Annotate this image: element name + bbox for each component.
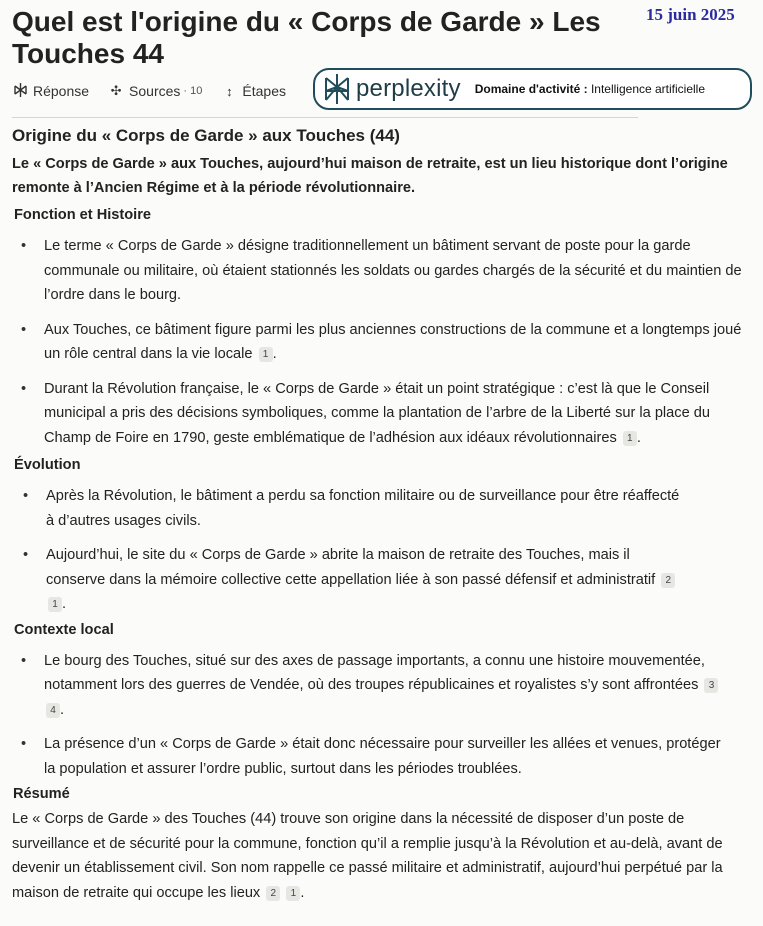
- perplexity-banner: [313, 68, 752, 110]
- list-item: [44, 649, 734, 723]
- tab-etapes-label: Étapes: [242, 83, 286, 99]
- section-heading-evolution: Évolution: [14, 457, 81, 473]
- summary-end: .: [300, 884, 305, 901]
- list-item: [44, 732, 734, 781]
- list-item: [46, 484, 686, 533]
- sources-icon: ✣: [110, 83, 122, 98]
- list-item-text: Durant la Révolution française, le « Corps de Garde » était un point stratégique : c’est là que le Conseil municipal a pris des décisions symboliques, comme la plantation de l’arbre de la Liberté sur la place du Champ de Foire en 1790, geste emblématique de l’adhésion aux idéaux révolutionnaires: [44, 380, 710, 446]
- perplexity-logo-icon: [324, 73, 350, 105]
- list-item-text: Aujourd’hui, le site du « Corps de Garde » abrite la maison de retraite des Touches, mais il conserve dans la mémoire collective cette appellation liée à son passé défensif et administratif: [46, 547, 656, 588]
- list-item: [46, 543, 686, 617]
- citation-badge[interactable]: 1: [259, 347, 273, 362]
- perplexity-icon: [13, 83, 27, 100]
- tabs-divider: [12, 117, 638, 118]
- section-heading-resume: Résumé: [13, 786, 70, 802]
- answer-heading: Origine du « Corps de Garde » aux Touches (44): [12, 126, 400, 145]
- citation-badge[interactable]: 2: [266, 886, 280, 901]
- list-item-end: .: [272, 346, 277, 362]
- tab-etapes[interactable]: [222, 83, 286, 99]
- perplexity-logo: [324, 73, 461, 105]
- sources-count-value: 10: [190, 85, 203, 97]
- tab-sources[interactable]: [109, 83, 202, 99]
- list-fonction: [44, 234, 744, 450]
- citation-badge[interactable]: 1: [48, 597, 62, 612]
- list-item-text: Le bourg des Touches, situé sur des axes de passage importants, a connu une histoire mouvementée, notamment lors des guerres de Vendée, où des troupes républicaines et royalistes s’y sont affrontées: [44, 652, 705, 693]
- domain-text: [475, 82, 705, 96]
- domain-label: Domaine d'activité :: [474, 82, 588, 96]
- citation-badge[interactable]: 2: [661, 573, 675, 588]
- answer-content: [12, 126, 752, 905]
- section-heading-fonction: Fonction et Histoire: [14, 207, 152, 223]
- list-item-end: .: [636, 429, 641, 446]
- list-item-end: .: [62, 596, 67, 612]
- list-item: [44, 377, 744, 451]
- perplexity-wordmark: perplexity: [356, 75, 461, 102]
- date-label: 15 juin 2025: [646, 5, 735, 24]
- section-heading-contexte: Contexte local: [14, 621, 114, 638]
- citation-badge[interactable]: 3: [704, 678, 718, 693]
- list-item-text: Après la Révolution, le bâtiment a perdu sa fonction militaire ou de surveillance pour être réaffecté à d’autres usages civils.: [46, 488, 680, 529]
- list-item-end: .: [60, 701, 65, 718]
- answer-tabs: [13, 80, 306, 102]
- list-item-text: La présence d’un « Corps de Garde » était donc nécessaire pour surveiller les allées et venues, protéger la population et assurer l’ordre public, surtout dans les périodes troublées.: [44, 736, 721, 777]
- tab-sources-label: Sources: [129, 83, 181, 99]
- page-title: Quel est l'origine du « Corps de Garde » Les Touches 44: [12, 6, 601, 69]
- citation-badge[interactable]: 1: [623, 431, 637, 446]
- steps-icon: ↕: [226, 83, 233, 99]
- tab-reponse[interactable]: [13, 83, 89, 100]
- citation-badge[interactable]: 4: [46, 703, 60, 718]
- list-evolution: [46, 484, 686, 617]
- list-item-text: Le terme « Corps de Garde » désigne traditionnellement un bâtiment servant de poste pour la garde communale ou militaire, où étaient stationnés les soldats ou gardes chargés de la sécurité et du maintien de l’ordre dans le bourg.: [44, 238, 742, 303]
- tab-reponse-label: Réponse: [33, 83, 90, 99]
- summary-paragraph: [12, 807, 750, 905]
- domain-value: Intelligence artificielle: [590, 82, 706, 96]
- summary-text: Le « Corps de Garde » des Touches (44) trouve son origine dans la nécessité de disposer d’un poste de surveillance et de sécurité pour la commune, fonction qu’il a remplie jusqu’à la Révolution et au-delà, avant de devenir un établissement civil. Son nom rappelle ce passé militaire et administratif, aujourd’hui perpétué par la maison de retraite qui occupe les lieux: [12, 811, 723, 901]
- answer-intro: Le « Corps de Garde » aux Touches, aujourd’hui maison de retraite, est un lieu historique dont l’origine remonte à l’Ancien Régime et à la période révolutionnaire.: [12, 156, 728, 196]
- citation-badge[interactable]: 1: [286, 886, 300, 901]
- list-item: [44, 234, 744, 308]
- list-item-text: Aux Touches, ce bâtiment figure parmi les plus anciennes constructions de la commune et a longtemps joué un rôle central dans la vie locale: [44, 321, 742, 362]
- list-contexte: [44, 649, 734, 782]
- sources-count: · 10: [183, 85, 203, 97]
- list-item: [44, 318, 744, 367]
